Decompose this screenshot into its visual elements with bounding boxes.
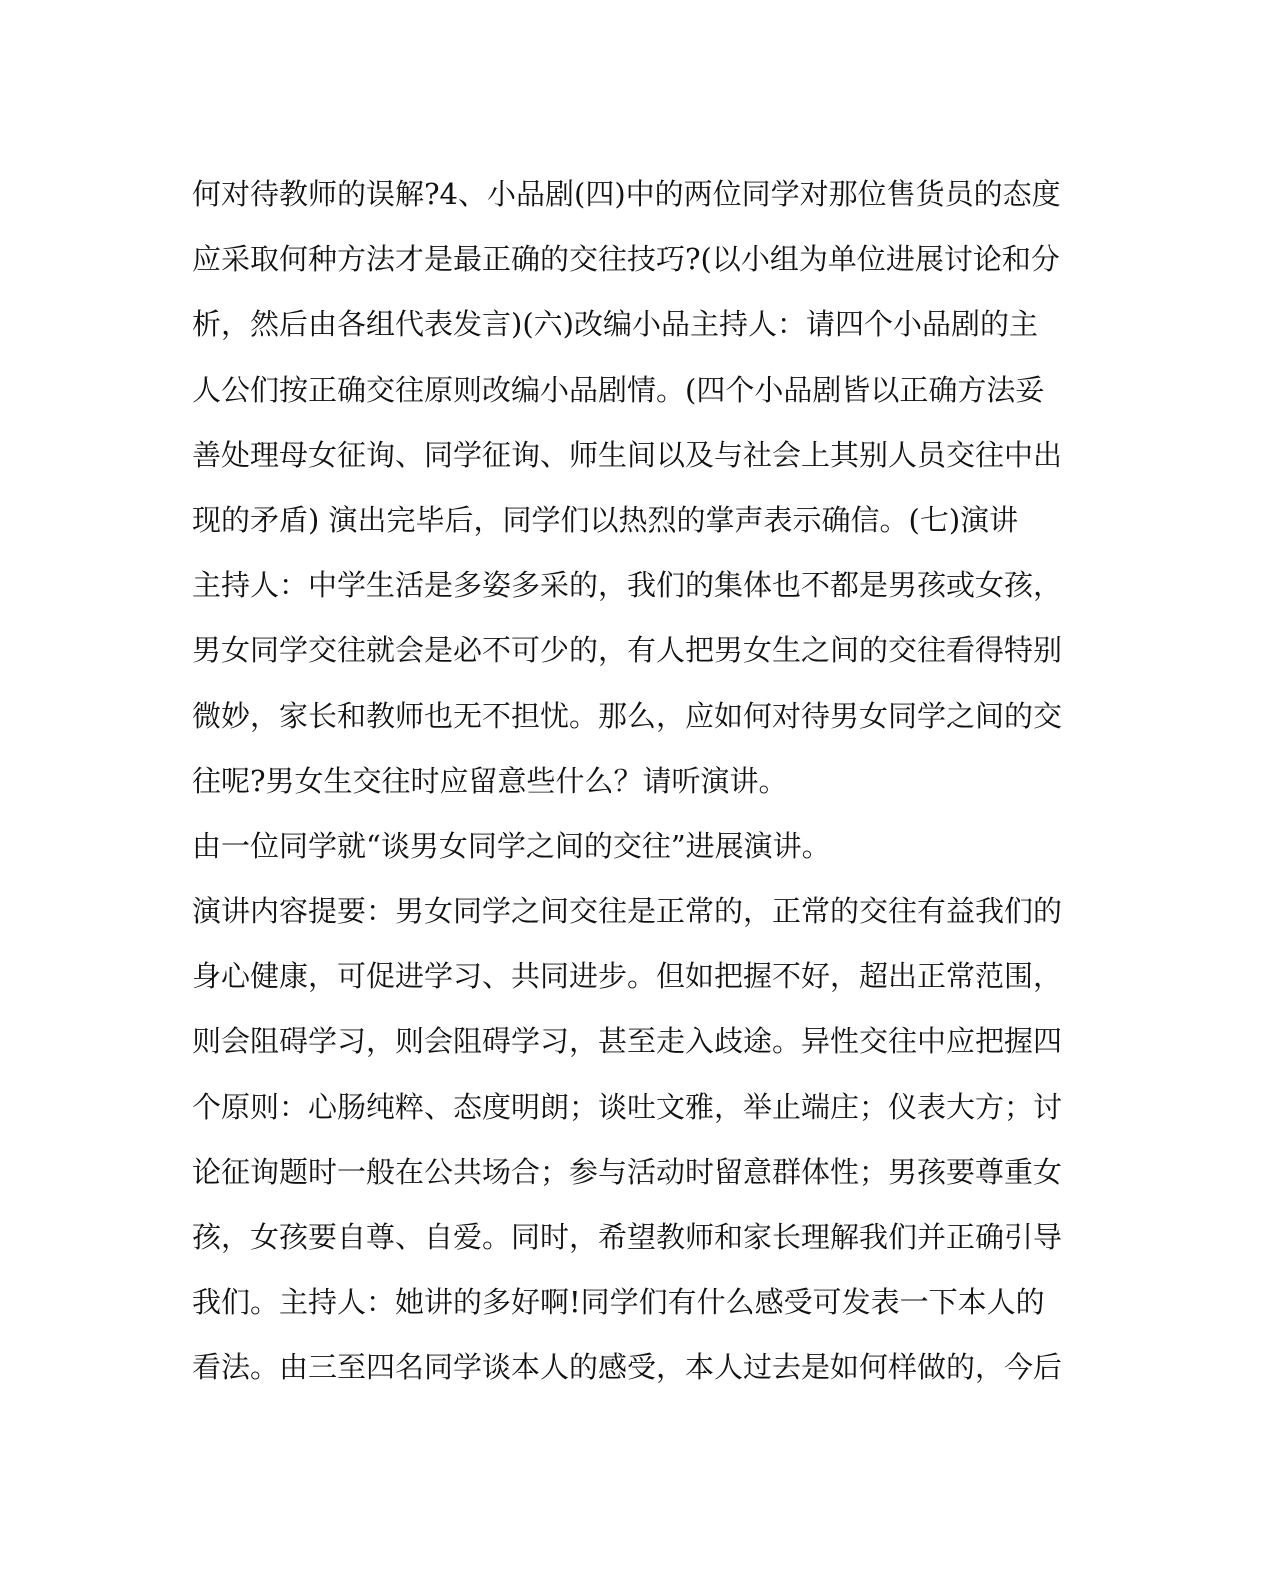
- text-line: 论征询题时一般在公共场合；参与活动时留意群体性；男孩要尊重女: [192, 1154, 1063, 1189]
- text-line: 孩，女孩要自尊、自爱。同时，希望教师和家长理解我们并正确引导: [192, 1220, 1063, 1254]
- text-line: 由一位同学就“谈男女同学之间的交往”进展演讲。: [192, 828, 831, 863]
- text-line: 身心健康，可促进学习、共同进步。但如把握不好，超出正常范围，: [192, 959, 1063, 994]
- text-line: 何对待教师的误解?4、小品剧(四)中的两位同学对那位售货员的态度: [192, 177, 1061, 211]
- text-line: 则会阻碍学习，则会阻碍学习，甚至走入歧途。异性交往中应把握四: [192, 1024, 1063, 1059]
- text-line: 主持人：中学生活是多姿多采的，我们的集体也不都是男孩或女孩，: [192, 568, 1063, 603]
- text-line: 我们。主持人：她讲的多好啊!同学们有什么感受可发表一下本人的: [192, 1285, 1045, 1320]
- text-line: 看法。由三至四名同学谈本人的感受，本人过去是如何样做的，今后: [192, 1350, 1063, 1385]
- text-line: 应采取何种方法才是最正确的交往技巧?(以小组为单位进展讨论和分: [192, 242, 1060, 277]
- text-line: 往呢?男女生交往时应留意些什么？请听演讲。: [192, 763, 788, 798]
- text-line: 现的矛盾) 演出完毕后，同学们以热烈的掌声表示确信。(七)演讲: [192, 502, 1019, 537]
- body-text: [192, 162, 1062, 1401]
- text-line: 个原则：心肠纯粹、态度明朗；谈吐文雅，举止端庄；仪表大方；讨: [192, 1089, 1063, 1124]
- text-line: 演讲内容提要：男女同学之间交往是正常的，正常的交往有益我们的: [192, 894, 1063, 929]
- text-line: 微妙，家长和教师也无不担忧。那么，应如何对待男女同学之间的交: [192, 698, 1063, 733]
- text-line: 析，然后由各组代表发言)(六)改编小品主持人：请四个小品剧的主: [192, 307, 1038, 342]
- text-line: 人公们按正确交往原则改编小品剧情。(四个小品剧皆以正确方法妥: [192, 372, 1045, 407]
- text-line: 善处理母女征询、同学征询、师生间以及与社会上其别人员交往中出: [192, 437, 1063, 472]
- text-line: 男女同学交往就会是必不可少的，有人把男女生之间的交往看得特别: [192, 633, 1063, 668]
